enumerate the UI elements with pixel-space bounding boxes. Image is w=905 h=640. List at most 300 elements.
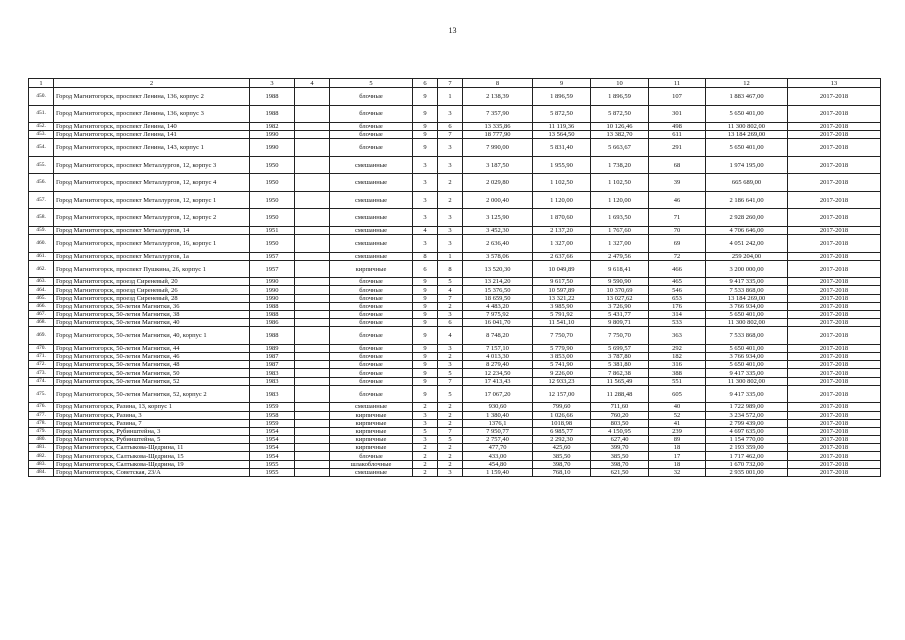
address-cell: Город Магнитогорск, проспект Ленина, 136, корпус 2	[54, 88, 250, 106]
address-cell: Город Магнитогорск, Разина, 13, корпус 1	[54, 403, 250, 411]
period-cell: 2017-2018	[788, 311, 881, 319]
total-area-cell: 4 483,20	[463, 302, 533, 310]
year-cell: 1950	[250, 209, 295, 227]
empty-cell	[295, 302, 330, 310]
residential-area-cell: 621,50	[591, 468, 649, 476]
area-cell: 5 872,50	[533, 105, 591, 123]
table-row	[29, 294, 881, 302]
empty-cell	[295, 311, 330, 319]
floors-cell: 9	[413, 369, 438, 377]
total-area-cell: 8 748,20	[463, 327, 533, 345]
cost-cell: 4 051 242,00	[706, 235, 788, 253]
period-cell: 2017-2018	[788, 174, 881, 192]
empty-cell	[295, 260, 330, 278]
wall-material-cell: блочные	[330, 131, 413, 139]
period-cell: 2017-2018	[788, 105, 881, 123]
area-cell: 425,60	[533, 444, 591, 452]
year-cell: 1989	[250, 344, 295, 352]
year-cell: 1950	[250, 191, 295, 209]
table-row	[29, 327, 881, 345]
area-cell: 768,10	[533, 468, 591, 476]
floors-cell: 9	[413, 131, 438, 139]
residents-cell: 70	[649, 226, 706, 234]
column-header: 4	[295, 79, 330, 88]
entrances-cell: 5	[438, 436, 463, 444]
entrances-cell: 6	[438, 319, 463, 327]
residential-area-cell: 3 787,80	[591, 353, 649, 361]
table-row	[29, 427, 881, 435]
residential-area-cell: 1 120,00	[591, 191, 649, 209]
table-row	[29, 123, 881, 131]
empty-cell	[295, 131, 330, 139]
area-cell: 1 102,50	[533, 174, 591, 192]
address-cell: Город Магнитогорск, проспект Металлургов, 14	[54, 226, 250, 234]
residential-area-cell: 9 618,41	[591, 260, 649, 278]
floors-cell: 9	[413, 286, 438, 294]
residents-cell: 611	[649, 131, 706, 139]
table-row	[29, 369, 881, 377]
period-cell: 2017-2018	[788, 226, 881, 234]
residential-area-cell: 385,50	[591, 452, 649, 460]
cost-cell: 7 533 868,00	[706, 286, 788, 294]
empty-cell	[295, 252, 330, 260]
year-cell: 1950	[250, 235, 295, 253]
wall-material-cell: блочные	[330, 361, 413, 369]
year-cell: 1957	[250, 252, 295, 260]
residents-cell: 605	[649, 385, 706, 403]
floors-cell: 9	[413, 139, 438, 157]
wall-material-cell: блочные	[330, 344, 413, 352]
wall-material-cell: смешанные	[330, 235, 413, 253]
wall-material-cell: смешанные	[330, 209, 413, 227]
period-cell: 2017-2018	[788, 444, 881, 452]
table-row	[29, 286, 881, 294]
entrances-cell: 3	[438, 468, 463, 476]
wall-material-cell: блочные	[330, 327, 413, 345]
floors-cell: 2	[413, 468, 438, 476]
residential-area-cell: 711,60	[591, 403, 649, 411]
area-cell: 1 120,00	[533, 191, 591, 209]
period-cell: 2017-2018	[788, 286, 881, 294]
residential-area-cell: 11 288,48	[591, 385, 649, 403]
area-cell: 2 292,30	[533, 436, 591, 444]
empty-cell	[295, 361, 330, 369]
year-cell: 1988	[250, 88, 295, 106]
year-cell: 1982	[250, 123, 295, 131]
table-row	[29, 139, 881, 157]
residents-cell: 292	[649, 344, 706, 352]
cost-cell: 3 766 934,00	[706, 353, 788, 361]
address-cell: Город Магнитогорск, Рубинштейна, 5	[54, 436, 250, 444]
entrances-cell: 4	[438, 327, 463, 345]
total-area-cell: 13 520,30	[463, 260, 533, 278]
year-cell: 1990	[250, 294, 295, 302]
table-row	[29, 174, 881, 192]
entrances-cell: 3	[438, 361, 463, 369]
total-area-cell: 4 013,30	[463, 353, 533, 361]
wall-material-cell: блочные	[330, 369, 413, 377]
empty-cell	[295, 427, 330, 435]
cost-cell: 1 883 467,00	[706, 88, 788, 106]
address-cell: Город Магнитогорск, 50-летия Магнитки, 46	[54, 353, 250, 361]
cost-cell: 5 650 401,00	[706, 311, 788, 319]
total-area-cell: 7 157,10	[463, 344, 533, 352]
column-header: 7	[438, 79, 463, 88]
residential-area-cell: 4 150,95	[591, 427, 649, 435]
row-number: 452.	[29, 123, 54, 131]
period-cell: 2017-2018	[788, 369, 881, 377]
total-area-cell: 8 279,40	[463, 361, 533, 369]
floors-cell: 9	[413, 361, 438, 369]
address-cell: Город Магнитогорск, 50-летия Магнитки, 44	[54, 344, 250, 352]
area-cell: 5 779,90	[533, 344, 591, 352]
empty-cell	[295, 286, 330, 294]
residential-area-cell: 627,40	[591, 436, 649, 444]
table-row	[29, 235, 881, 253]
row-number: 483.	[29, 460, 54, 468]
area-cell: 10 049,89	[533, 260, 591, 278]
residents-cell: 39	[649, 174, 706, 192]
entrances-cell: 5	[438, 369, 463, 377]
residents-cell: 653	[649, 294, 706, 302]
period-cell: 2017-2018	[788, 191, 881, 209]
residents-cell: 533	[649, 319, 706, 327]
column-header: 5	[330, 79, 413, 88]
period-cell: 2017-2018	[788, 209, 881, 227]
total-area-cell: 18 659,50	[463, 294, 533, 302]
floors-cell: 9	[413, 353, 438, 361]
year-cell: 1990	[250, 139, 295, 157]
wall-material-cell: блочные	[330, 294, 413, 302]
address-cell: Город Магнитогорск, 50-летия Магнитки, 52	[54, 377, 250, 385]
wall-material-cell: смешанные	[330, 468, 413, 476]
floors-cell: 3	[413, 235, 438, 253]
table-row	[29, 353, 881, 361]
residents-cell: 46	[649, 191, 706, 209]
entrances-cell: 2	[438, 411, 463, 419]
area-cell: 12 157,00	[533, 385, 591, 403]
row-number: 463.	[29, 278, 54, 286]
empty-cell	[295, 452, 330, 460]
year-cell: 1990	[250, 286, 295, 294]
year-cell: 1955	[250, 460, 295, 468]
empty-cell	[295, 353, 330, 361]
row-number: 480.	[29, 436, 54, 444]
cost-cell: 11 300 802,00	[706, 377, 788, 385]
entrances-cell: 2	[438, 452, 463, 460]
residents-cell: 32	[649, 468, 706, 476]
floors-cell: 5	[413, 427, 438, 435]
residential-area-cell: 7 750,70	[591, 327, 649, 345]
residents-cell: 69	[649, 235, 706, 253]
empty-cell	[295, 327, 330, 345]
period-cell: 2017-2018	[788, 460, 881, 468]
residential-area-cell: 1 327,00	[591, 235, 649, 253]
residents-cell: 316	[649, 361, 706, 369]
table-row	[29, 419, 881, 427]
area-cell: 7 750,70	[533, 327, 591, 345]
row-number: 479.	[29, 427, 54, 435]
area-cell: 2 637,66	[533, 252, 591, 260]
wall-material-cell: блочные	[330, 105, 413, 123]
column-header: 6	[413, 79, 438, 88]
wall-material-cell: шлакоблочные	[330, 460, 413, 468]
entrances-cell: 2	[438, 174, 463, 192]
table-row	[29, 403, 881, 411]
cost-cell: 2 186 641,00	[706, 191, 788, 209]
wall-material-cell: кирпичные	[330, 444, 413, 452]
area-cell: 13 321,22	[533, 294, 591, 302]
empty-cell	[295, 385, 330, 403]
wall-material-cell: блочные	[330, 278, 413, 286]
year-cell: 1954	[250, 427, 295, 435]
entrances-cell: 2	[438, 460, 463, 468]
row-number: 453.	[29, 131, 54, 139]
period-cell: 2017-2018	[788, 123, 881, 131]
table-row	[29, 319, 881, 327]
area-cell: 3 985,90	[533, 302, 591, 310]
year-cell: 1988	[250, 311, 295, 319]
total-area-cell: 15 376,50	[463, 286, 533, 294]
area-cell: 9 617,50	[533, 278, 591, 286]
wall-material-cell: кирпичные	[330, 419, 413, 427]
cost-cell: 1 717 462,00	[706, 452, 788, 460]
empty-cell	[295, 468, 330, 476]
empty-cell	[295, 319, 330, 327]
wall-material-cell: блочные	[330, 302, 413, 310]
cost-cell: 2 193 359,00	[706, 444, 788, 452]
wall-material-cell: блочные	[330, 88, 413, 106]
address-cell: Город Магнитогорск, Разина, 3	[54, 411, 250, 419]
row-number: 455.	[29, 156, 54, 174]
wall-material-cell: смешанные	[330, 226, 413, 234]
period-cell: 2017-2018	[788, 131, 881, 139]
period-cell: 2017-2018	[788, 419, 881, 427]
year-cell: 1955	[250, 468, 295, 476]
area-cell: 1 955,90	[533, 156, 591, 174]
empty-cell	[295, 105, 330, 123]
empty-cell	[295, 444, 330, 452]
entrances-cell: 2	[438, 403, 463, 411]
table-row	[29, 156, 881, 174]
floors-cell: 3	[413, 436, 438, 444]
row-number: 454.	[29, 139, 54, 157]
address-cell: Город Магнитогорск, проезд Сиреневый, 28	[54, 294, 250, 302]
column-header: 3	[250, 79, 295, 88]
address-cell: Город Магнитогорск, Разина, 7	[54, 419, 250, 427]
residents-cell: 182	[649, 353, 706, 361]
floors-cell: 9	[413, 327, 438, 345]
residential-area-cell: 10 126,46	[591, 123, 649, 131]
row-number: 461.	[29, 252, 54, 260]
address-cell: Город Магнитогорск, проспект Ленина, 136, корпус 3	[54, 105, 250, 123]
floors-cell: 9	[413, 88, 438, 106]
row-number: 472.	[29, 361, 54, 369]
year-cell: 1950	[250, 174, 295, 192]
row-number: 477.	[29, 411, 54, 419]
entrances-cell: 3	[438, 105, 463, 123]
residents-cell: 363	[649, 327, 706, 345]
total-area-cell: 2 029,80	[463, 174, 533, 192]
table-row	[29, 209, 881, 227]
residents-cell: 71	[649, 209, 706, 227]
wall-material-cell: блочные	[330, 319, 413, 327]
column-header: 8	[463, 79, 533, 88]
year-cell: 1988	[250, 327, 295, 345]
row-number: 473.	[29, 369, 54, 377]
table-row	[29, 260, 881, 278]
cost-cell: 2 928 260,00	[706, 209, 788, 227]
address-cell: Город Магнитогорск, Советская, 23/А	[54, 468, 250, 476]
address-cell: Город Магнитогорск, 50-летия Магнитки, 40	[54, 319, 250, 327]
cost-cell: 11 300 802,00	[706, 319, 788, 327]
entrances-cell: 3	[438, 311, 463, 319]
area-cell: 2 137,20	[533, 226, 591, 234]
residents-cell: 72	[649, 252, 706, 260]
table-row	[29, 436, 881, 444]
total-area-cell: 477,70	[463, 444, 533, 452]
residents-cell: 52	[649, 411, 706, 419]
area-cell: 1 896,59	[533, 88, 591, 106]
empty-cell	[295, 226, 330, 234]
row-number: 458.	[29, 209, 54, 227]
cost-cell: 665 689,00	[706, 174, 788, 192]
wall-material-cell: блочные	[330, 311, 413, 319]
area-cell: 1 026,66	[533, 411, 591, 419]
total-area-cell: 3 187,50	[463, 156, 533, 174]
period-cell: 2017-2018	[788, 294, 881, 302]
residential-area-cell: 13 382,70	[591, 131, 649, 139]
empty-cell	[295, 460, 330, 468]
empty-cell	[295, 88, 330, 106]
empty-cell	[295, 139, 330, 157]
table-row	[29, 411, 881, 419]
address-cell: Город Магнитогорск, 50-летия Магнитки, 52, корпус 2	[54, 385, 250, 403]
wall-material-cell: смешанные	[330, 156, 413, 174]
floors-cell: 3	[413, 156, 438, 174]
entrances-cell: 3	[438, 344, 463, 352]
column-header: 13	[788, 79, 881, 88]
floors-cell: 9	[413, 294, 438, 302]
area-cell: 11 119,36	[533, 123, 591, 131]
column-header: 11	[649, 79, 706, 88]
table-row	[29, 226, 881, 234]
residential-area-cell: 1 738,20	[591, 156, 649, 174]
wall-material-cell: блочные	[330, 286, 413, 294]
entrances-cell: 5	[438, 278, 463, 286]
residential-area-cell: 398,70	[591, 460, 649, 468]
total-area-cell: 433,00	[463, 452, 533, 460]
header-row	[29, 79, 881, 88]
period-cell: 2017-2018	[788, 302, 881, 310]
period-cell: 2017-2018	[788, 252, 881, 260]
empty-cell	[295, 369, 330, 377]
period-cell: 2017-2018	[788, 427, 881, 435]
wall-material-cell: смешанные	[330, 174, 413, 192]
entrances-cell: 3	[438, 209, 463, 227]
row-number: 474.	[29, 377, 54, 385]
area-cell: 385,50	[533, 452, 591, 460]
wall-material-cell: кирпичные	[330, 260, 413, 278]
entrances-cell: 2	[438, 353, 463, 361]
period-cell: 2017-2018	[788, 361, 881, 369]
floors-cell: 2	[413, 444, 438, 452]
row-number: 484.	[29, 468, 54, 476]
row-number: 468.	[29, 319, 54, 327]
row-number: 451.	[29, 105, 54, 123]
address-cell: Город Магнитогорск, 50-летия Магнитки, 36	[54, 302, 250, 310]
row-number: 469.	[29, 327, 54, 345]
row-number: 476.	[29, 403, 54, 411]
total-area-cell: 7 950,77	[463, 427, 533, 435]
empty-cell	[295, 377, 330, 385]
row-number: 466.	[29, 302, 54, 310]
residents-cell: 498	[649, 123, 706, 131]
wall-material-cell: смешанные	[330, 252, 413, 260]
area-cell: 398,70	[533, 460, 591, 468]
empty-cell	[295, 156, 330, 174]
empty-cell	[295, 436, 330, 444]
cost-cell: 1 670 732,00	[706, 460, 788, 468]
row-number: 460.	[29, 235, 54, 253]
row-number: 481.	[29, 444, 54, 452]
floors-cell: 9	[413, 311, 438, 319]
entrances-cell: 8	[438, 260, 463, 278]
total-area-cell: 7 990,00	[463, 139, 533, 157]
empty-cell	[295, 344, 330, 352]
total-area-cell: 2 138,39	[463, 88, 533, 106]
table-body	[29, 88, 881, 477]
floors-cell: 2	[413, 452, 438, 460]
residential-area-cell: 1 896,59	[591, 88, 649, 106]
table-row	[29, 311, 881, 319]
total-area-cell: 18 777,90	[463, 131, 533, 139]
entrances-cell: 3	[438, 156, 463, 174]
year-cell: 1951	[250, 226, 295, 234]
cost-cell: 4 697 635,00	[706, 427, 788, 435]
entrances-cell: 4	[438, 286, 463, 294]
period-cell: 2017-2018	[788, 156, 881, 174]
residents-cell: 465	[649, 278, 706, 286]
address-cell: Город Магнитогорск, проспект Металлургов, 12, корпус 4	[54, 174, 250, 192]
floors-cell: 8	[413, 252, 438, 260]
address-cell: Город Магнитогорск, Салтыкова-Щедрина, 11	[54, 444, 250, 452]
empty-cell	[295, 174, 330, 192]
residential-area-cell: 9 809,71	[591, 319, 649, 327]
table-row	[29, 361, 881, 369]
empty-cell	[295, 411, 330, 419]
period-cell: 2017-2018	[788, 452, 881, 460]
empty-cell	[295, 123, 330, 131]
residents-cell: 18	[649, 460, 706, 468]
residential-area-cell: 3 726,90	[591, 302, 649, 310]
area-cell: 5 831,40	[533, 139, 591, 157]
floors-cell: 3	[413, 174, 438, 192]
cost-cell: 2 935 001,00	[706, 468, 788, 476]
entrances-cell: 2	[438, 419, 463, 427]
year-cell: 1954	[250, 436, 295, 444]
address-cell: Город Магнитогорск, проезд Сиреневый, 26	[54, 286, 250, 294]
floors-cell: 2	[413, 460, 438, 468]
area-cell: 6 985,77	[533, 427, 591, 435]
page-number: 13	[448, 26, 457, 35]
total-area-cell: 1 380,40	[463, 411, 533, 419]
address-cell: Город Магнитогорск, Салтыкова-Щедрина, 19	[54, 460, 250, 468]
year-cell: 1990	[250, 131, 295, 139]
cost-cell: 5 650 401,00	[706, 361, 788, 369]
residents-cell: 546	[649, 286, 706, 294]
wall-material-cell: блочные	[330, 123, 413, 131]
